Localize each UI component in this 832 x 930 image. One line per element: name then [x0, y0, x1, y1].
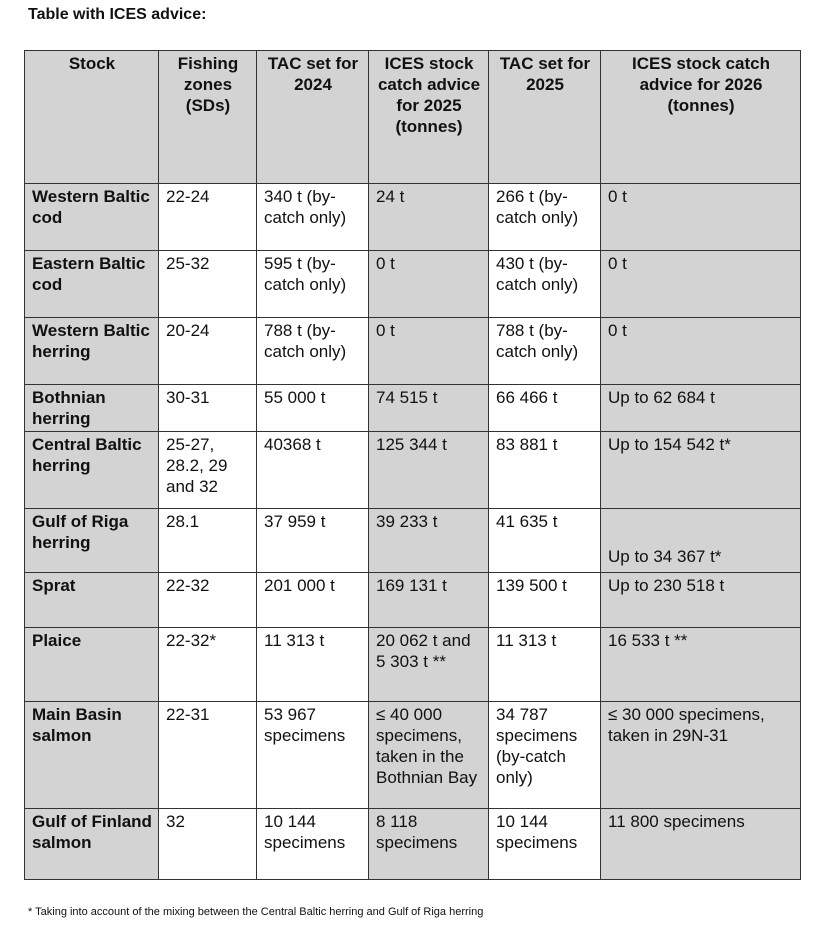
stock-cell: Main Basin salmon: [25, 702, 159, 809]
tac-2024-cell: 788 t (by-catch only): [257, 318, 369, 385]
stock-cell: Sprat: [25, 573, 159, 628]
advice-2026-cell: 0 t: [601, 251, 801, 318]
zones-cell: 22-31: [159, 702, 257, 809]
tac-2025-cell: 266 t (by-catch only): [489, 184, 601, 251]
advice-2026-cell: 16 533 t **: [601, 628, 801, 702]
zones-cell: 32: [159, 809, 257, 880]
table-row: [25, 251, 801, 318]
table-row: [25, 318, 801, 385]
zones-cell: 30-31: [159, 385, 257, 432]
table-row: [25, 573, 801, 628]
tac-2024-cell: 340 t (by-catch only): [257, 184, 369, 251]
tac-2024-cell: 11 313 t: [257, 628, 369, 702]
advice-2025-cell: 169 131 t: [369, 573, 489, 628]
stock-cell: Western Baltic cod: [25, 184, 159, 251]
advice-2025-cell: 125 344 t: [369, 432, 489, 509]
advice-2025-cell: 8 118 specimens: [369, 809, 489, 880]
advice-2026-cell: 0 t: [601, 184, 801, 251]
header-ices-advice-2025: ICES stock catch advice for 2025 (tonnes): [369, 51, 489, 184]
header-ices-advice-2026: ICES stock catch advice for 2026 (tonnes): [601, 51, 801, 184]
tac-2025-cell: 66 466 t: [489, 385, 601, 432]
zones-cell: 28.1: [159, 509, 257, 573]
tac-2025-cell: 10 144 specimens: [489, 809, 601, 880]
advice-2025-cell: 0 t: [369, 251, 489, 318]
header-fishing-zones: Fishing zones (SDs): [159, 51, 257, 184]
tac-2024-cell: 53 967 specimens: [257, 702, 369, 809]
ices-advice-table: [24, 50, 801, 880]
table-row: [25, 184, 801, 251]
table-row: [25, 809, 801, 880]
tac-2025-cell: 11 313 t: [489, 628, 601, 702]
table-body: [25, 184, 801, 880]
header-tac-2025: TAC set for 2025: [489, 51, 601, 184]
advice-2026-cell: Up to 230 518 t: [601, 573, 801, 628]
header-row: [25, 51, 801, 184]
zones-cell: 22-24: [159, 184, 257, 251]
zones-cell: 22-32: [159, 573, 257, 628]
table-row: [25, 509, 801, 573]
tac-2024-cell: 55 000 t: [257, 385, 369, 432]
tac-2024-cell: 595 t (by-catch only): [257, 251, 369, 318]
stock-cell: Bothnian herring: [25, 385, 159, 432]
zones-cell: 25-27, 28.2, 29 and 32: [159, 432, 257, 509]
stock-cell: Gulf of Riga herring: [25, 509, 159, 573]
tac-2024-cell: 10 144 specimens: [257, 809, 369, 880]
header-tac-2024: TAC set for 2024: [257, 51, 369, 184]
page-heading: Table with ICES advice:: [28, 6, 207, 23]
tac-2025-cell: 788 t (by-catch only): [489, 318, 601, 385]
advice-2026-cell: 0 t: [601, 318, 801, 385]
tac-2025-cell: 34 787 specimens (by-catch only): [489, 702, 601, 809]
advice-2025-cell: 39 233 t: [369, 509, 489, 573]
stock-cell: Eastern Baltic cod: [25, 251, 159, 318]
stock-cell: Gulf of Finland salmon: [25, 809, 159, 880]
table-row: [25, 385, 801, 432]
table-row: [25, 432, 801, 509]
tac-2024-cell: 201 000 t: [257, 573, 369, 628]
tac-2025-cell: 430 t (by-catch only): [489, 251, 601, 318]
table-row: [25, 628, 801, 702]
advice-2025-cell: 20 062 t and 5 303 t **: [369, 628, 489, 702]
footnote: * Taking into account of the mixing between the Central Baltic herring and Gulf of Riga herring: [28, 906, 484, 918]
advice-2025-cell: 74 515 t: [369, 385, 489, 432]
tac-2024-cell: 37 959 t: [257, 509, 369, 573]
advice-2025-cell: ≤ 40 000 specimens, taken in the Bothnian Bay: [369, 702, 489, 809]
stock-cell: Plaice: [25, 628, 159, 702]
advice-2026-cell: Up to 154 542 t*: [601, 432, 801, 509]
zones-cell: 25-32: [159, 251, 257, 318]
advice-2025-cell: 24 t: [369, 184, 489, 251]
header-stock: Stock: [25, 51, 159, 184]
stock-cell: Central Baltic herring: [25, 432, 159, 509]
zones-cell: 20-24: [159, 318, 257, 385]
advice-2026-cell: [601, 509, 801, 573]
table-row: [25, 702, 801, 809]
tac-2025-cell: 41 635 t: [489, 509, 601, 573]
tac-2025-cell: 83 881 t: [489, 432, 601, 509]
stock-cell: Western Baltic herring: [25, 318, 159, 385]
advice-2026-cell: Up to 62 684 t: [601, 385, 801, 432]
advice-2026-cell: ≤ 30 000 specimens, taken in 29N-31: [601, 702, 801, 809]
advice-2026-cell: 11 800 specimens: [601, 809, 801, 880]
tac-2024-cell: 40368 t: [257, 432, 369, 509]
table-header: [25, 51, 801, 184]
tac-2025-cell: 139 500 t: [489, 573, 601, 628]
advice-2025-cell: 0 t: [369, 318, 489, 385]
advice-2026-text: Up to 34 367 t*: [608, 547, 722, 566]
zones-cell: 22-32*: [159, 628, 257, 702]
